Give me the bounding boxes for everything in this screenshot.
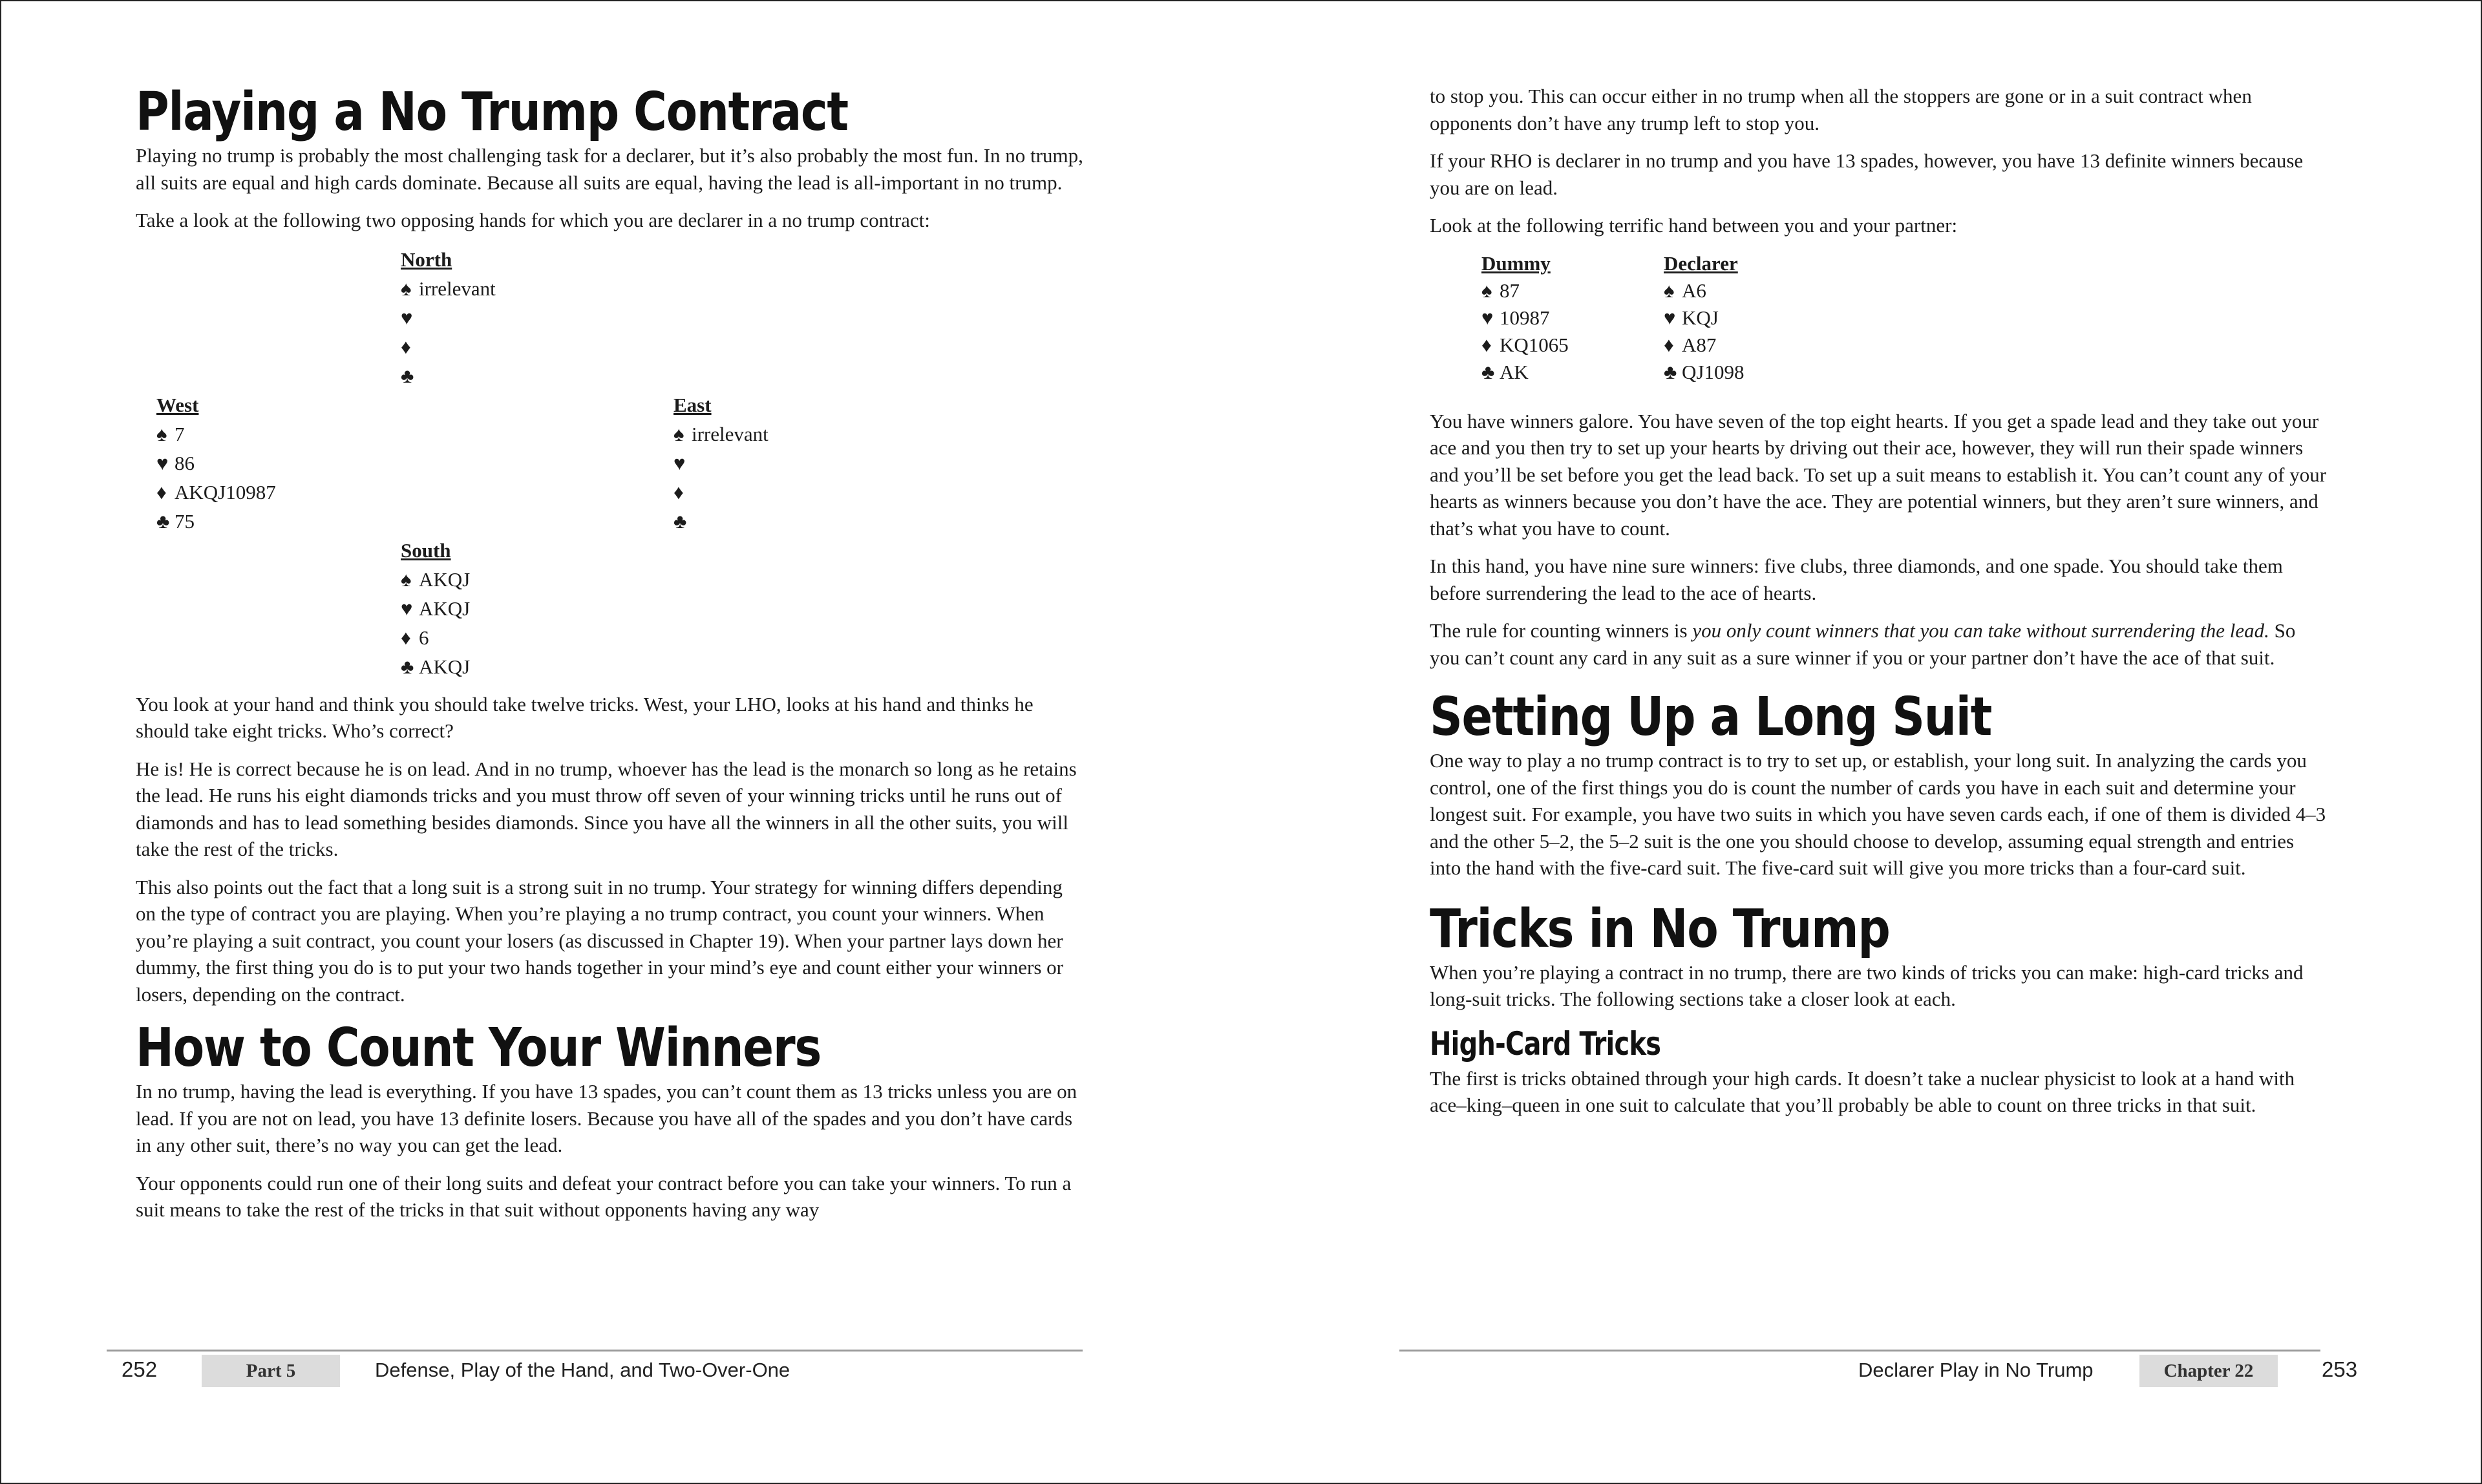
declarer-label: Declarer bbox=[1664, 251, 1738, 275]
heart-icon: ♥ bbox=[674, 451, 686, 474]
paragraph: You look at your hand and think you should take twelve tricks. West, your LHO, looks at his hand and thinks he should take eight tricks. Who’s correct? bbox=[136, 692, 1034, 742]
paragraph: Playing no trump is probably the most challenging task for a declarer, but it’s also probably the most fun. In no trump, all suits are equal and high cards dominate. Because all suits are equal, having the lead is all-important in no trump. bbox=[136, 144, 1083, 194]
diamond-icon: ♦ bbox=[674, 480, 684, 504]
spade-icon: ♠ bbox=[401, 277, 412, 300]
spade-icon: ♠ bbox=[401, 567, 412, 591]
part-tag: Part 5 bbox=[202, 1355, 340, 1387]
paragraph: Take a look at the following two opposing hands for which you are declarer in a no trump contract: bbox=[136, 209, 930, 231]
paragraph: In no trump, having the lead is everything. If you have 13 spades, you can’t count them as 13 tricks unless you are on lead. If you are not on lead, you have 13 definite losers. Because you have all of the spades and you don’t have cards in any other suit, there’s no way you can get the lead. bbox=[136, 1080, 1077, 1156]
paragraph: Look at the following terrific hand between you and your partner: bbox=[1430, 214, 1958, 237]
subheading-high-card-tricks: High-Card Tricks bbox=[1430, 1024, 1661, 1063]
paragraph: to stop you. This can occur either in no trump when all the stoppers are gone or in a suit contract when opponents don’t have any trump left to stop you. bbox=[1430, 85, 2252, 134]
page-number: 252 bbox=[122, 1357, 158, 1381]
paragraph: When you’re playing a contract in no trump, there are two kinds of tricks you can make: high-card tricks and long-suit tricks. The following sections take a closer look at each. bbox=[1430, 960, 2304, 1010]
heart-icon: ♥ bbox=[401, 597, 413, 620]
club-icon: ♣ bbox=[674, 509, 687, 533]
paragraph: Your opponents could run one of their long suits and defeat your contract before you can take your winners. To run a suit means to take the rest of the tricks in that suit without opponents having any way bbox=[136, 1171, 1072, 1221]
south-hand: South ♠ AKQJ ♥ AKQJ ♦ 6 ♣ AKQJ bbox=[401, 536, 470, 681]
club-icon: ♣ bbox=[401, 655, 414, 678]
diamond-icon: ♦ bbox=[401, 626, 411, 649]
north-label: North bbox=[401, 248, 452, 271]
dummy-hand: Dummy ♠ 87 ♥ 10987 ♦ KQ1065 ♣ AK bbox=[1481, 250, 1569, 386]
chapter-tag: Chapter 22 bbox=[2139, 1355, 2278, 1387]
paragraph: The first is tricks obtained through your high cards. It doesn’t take a nuclear physicist to look at a hand with ace–king–queen in one suit to calculate that you’ll probably be able to count on three tricks in that suit. bbox=[1430, 1066, 2295, 1116]
south-label: South bbox=[401, 538, 451, 562]
left-footer bbox=[0, 1350, 1241, 1388]
paragraph: In this hand, you have nine sure winners: five clubs, three diamonds, and one spade. You should take them before surrendering the lead to the ace of hearts. bbox=[1430, 555, 2283, 604]
dummy-label: Dummy bbox=[1481, 251, 1551, 275]
heading-setting-up-long-suit: Setting Up a Long Suit bbox=[1430, 686, 1992, 748]
club-icon: ♣ bbox=[1481, 360, 1495, 383]
heart-icon: ♥ bbox=[156, 451, 169, 474]
diamond-icon: ♦ bbox=[1664, 333, 1674, 356]
club-icon: ♣ bbox=[1664, 360, 1677, 383]
heading-count-winners: How to Count Your Winners bbox=[136, 1017, 822, 1079]
spade-icon: ♠ bbox=[156, 422, 167, 445]
rule-emphasis: you only count winners that you can take without surrendering the lead. bbox=[1692, 619, 2269, 642]
spade-icon: ♠ bbox=[1664, 279, 1675, 302]
paragraph: He is! He is correct because he is on lead. And in no trump, whoever has the lead is the monarch so long as he retains the lead. He runs his eight diamonds tricks and you must throw off seven of your winning tricks until he runs out of diamonds and has to lead something besides diamonds. Since you have all the winners in all the other suits, you will take the rest of the tricks. bbox=[136, 757, 1077, 860]
north-hand: North ♠ irrelevant ♥ ♦ ♣ bbox=[401, 245, 496, 390]
footer-rule bbox=[1399, 1350, 2320, 1352]
footer-rule bbox=[107, 1350, 1083, 1352]
west-hand: West ♠ 7 ♥ 86 ♦ AKQJ10987 ♣ 75 bbox=[156, 390, 276, 536]
east-hand: East ♠ irrelevant ♥ ♦ ♣ bbox=[674, 390, 769, 536]
right-footer bbox=[1241, 1350, 2482, 1388]
heart-icon: ♥ bbox=[1664, 306, 1676, 329]
paragraph: If your RHO is declarer in no trump and you have 13 spades, however, you have 13 definite winners because you are on lead. bbox=[1430, 149, 2304, 199]
paragraph: This also points out the fact that a long suit is a strong suit in no trump. Your strategy for winning differs depending on the type of contract you are playing. When you’re playing a no trump contract, you count your winners. When you’re playing a suit contract, you count your losers (as discussed in Chapter 19). When your partner lays down her dummy, the first thing you do is to put your two hands together in your mind’s eye and count either your winners or losers, depending on the contract. bbox=[136, 875, 1063, 1006]
running-title: Declarer Play in No Trump bbox=[1858, 1359, 2094, 1381]
diamond-icon: ♦ bbox=[401, 335, 411, 358]
paragraph: The rule for counting winners is you only count winners that you can take without surrendering the lead. So you can’t count any card in any suit as a sure winner if you or your partner don’t have the ace of that suit. bbox=[1430, 619, 2296, 669]
heart-icon: ♥ bbox=[401, 306, 413, 329]
spade-icon: ♠ bbox=[1481, 279, 1492, 302]
west-label: West bbox=[156, 393, 199, 416]
heading-playing-no-trump: Playing a No Trump Contract bbox=[136, 81, 848, 143]
club-icon: ♣ bbox=[156, 509, 170, 533]
running-title: Defense, Play of the Hand, and Two-Over-One bbox=[375, 1359, 790, 1381]
right-text-column bbox=[1430, 83, 2328, 1130]
bridge-hand-diagram bbox=[136, 245, 1086, 891]
club-icon: ♣ bbox=[401, 364, 414, 387]
diamond-icon: ♦ bbox=[1481, 333, 1492, 356]
paragraph: You have winners galore. You have seven of the top eight hearts. If you get a spade lead and they take out your ace and you then try to set up your hearts by driving out their ace, however, they will run their spade winners and you’ll be set before you get the lead back. To set up a suit means to establish it. You can’t count any of your hearts as winners because you don’t have the ace. They are potential winners, but they aren’t sure winners, and that’s what you have to count. bbox=[1430, 409, 2327, 540]
declarer-hand: Declarer ♠ A6 ♥ KQJ ♦ A87 ♣ QJ1098 bbox=[1664, 250, 1744, 386]
left-text-column bbox=[136, 83, 1086, 1235]
heart-icon: ♥ bbox=[1481, 306, 1494, 329]
east-label: East bbox=[674, 393, 712, 416]
paragraph: One way to play a no trump contract is to try to set up, or establish, your long suit. In analyzing the cards you control, one of the first things you do is count the number of cards you have in each suit and determine your longest suit. For example, you have two suits in which you have seven cards each, if one of them is divided 4–3 and the other 5–2, the 5–2 suit is the one you should choose to develop, assuming equal strength and entries into the hand with the five-card suit. The five-card suit will give you more tricks than a four-card suit. bbox=[1430, 749, 2326, 879]
dummy-declarer-hands bbox=[1430, 250, 2328, 394]
right-page bbox=[1241, 0, 2482, 1484]
page-number: 253 bbox=[2322, 1357, 2358, 1381]
heading-tricks-no-trump: Tricks in No Trump bbox=[1430, 898, 1890, 960]
spade-icon: ♠ bbox=[674, 422, 684, 445]
diamond-icon: ♦ bbox=[156, 480, 167, 504]
